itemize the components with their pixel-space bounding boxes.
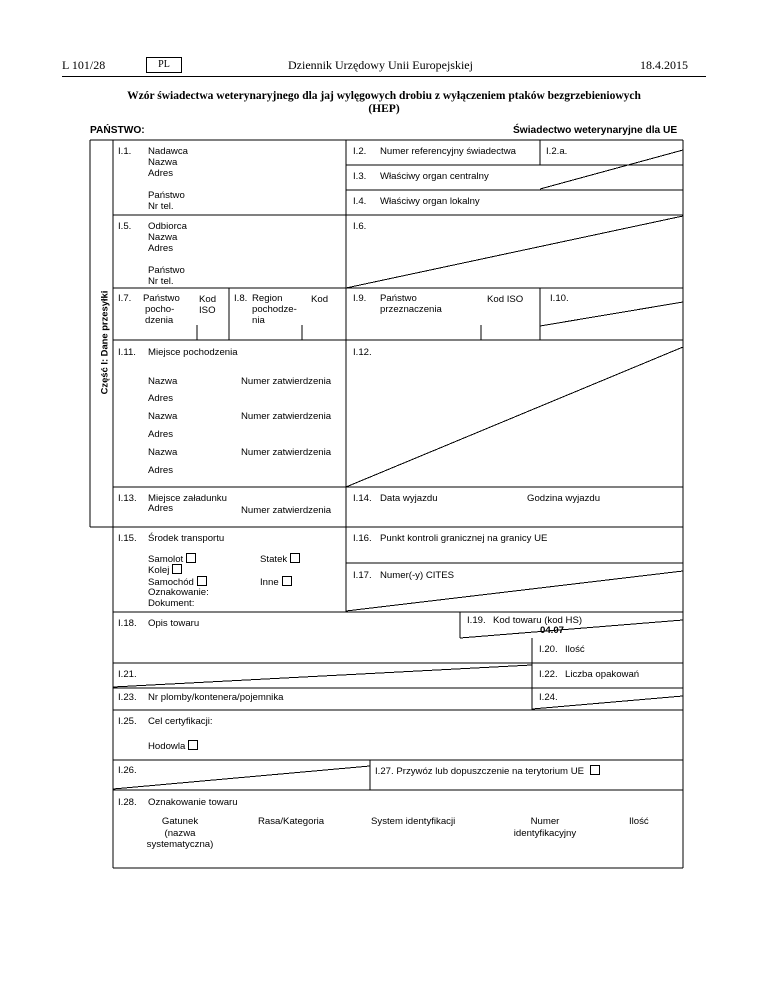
consignee-phone-label: Nr tel. (148, 276, 174, 287)
purpose-breeding[interactable] (148, 740, 198, 753)
breeding-label: Hodowla (148, 741, 186, 752)
field-i14-number: I.14. (353, 493, 372, 504)
column-identification-number (495, 816, 595, 839)
field-i17-number: I.17. (353, 570, 372, 581)
column-species-line1: Gatunek (161, 816, 199, 827)
consignor-name-label: Nazwa (148, 157, 178, 168)
seal-container-number-label: Nr plomby/kontenera/pojemnika (148, 692, 284, 703)
field-i15-number: I.15. (118, 533, 137, 544)
field-i26-number: I.26. (118, 765, 137, 776)
origin-approval-label-1: Numer zatwierdzenia (241, 376, 332, 387)
field-i20-number: I.20. (539, 644, 558, 655)
column-species-line2: (nazwa (164, 827, 196, 839)
field-i22-number: I.22. (539, 669, 558, 680)
place-of-loading-label: Miejsce załadunku (148, 493, 227, 504)
ship-checkbox[interactable] (290, 553, 300, 563)
field-i27[interactable] (375, 765, 600, 778)
origin-name-label-3: Nazwa (148, 447, 178, 458)
field-i23-number: I.23. (118, 692, 137, 703)
language-badge: PL (146, 57, 182, 73)
origin-country-label-3: dzenia (145, 315, 174, 326)
field-i11-number: I.11. (118, 347, 136, 358)
column-quantity: Ilość (629, 816, 649, 827)
document-title: Wzór świadectwa weterynaryjnego dla jaj wylęgowych drobiu z wyłączeniem ptaków bezgrzebieniowych (127, 90, 641, 102)
page-reference: L 101/28 (62, 58, 106, 72)
origin-address-label-2: Adres (148, 429, 174, 440)
ship-label: Statek (260, 554, 288, 565)
transport-railway[interactable] (148, 564, 182, 577)
import-admission-checkbox[interactable] (590, 765, 600, 775)
origin-country-label-2: pocho- (145, 304, 175, 315)
local-authority-label: Właściwy organ lokalny (380, 196, 480, 207)
airplane-label: Samolot (148, 554, 184, 565)
field-i28-number: I.28. (118, 797, 137, 808)
field-i9-number: I.9. (353, 293, 367, 304)
column-species-line3: systematyczna) (146, 839, 214, 850)
loading-approval-label: Numer zatwierdzenia (241, 505, 332, 516)
field-i19-number: I.19. (467, 615, 486, 626)
consignor-country-label: Państwo (148, 190, 185, 201)
departure-time-label: Godzina wyjazdu (527, 493, 601, 504)
origin-iso-code-label: Kod (199, 294, 217, 305)
field-i6-number: I.6. (353, 221, 367, 232)
certified-purpose-label: Cel certyfikacji: (148, 716, 213, 727)
column-species (130, 816, 230, 851)
road-vehicle-label: Samochód (148, 577, 194, 588)
central-authority-label: Właściwy organ centralny (380, 171, 489, 182)
certificate-type: Świadectwo weterynaryjne dla UE (513, 125, 678, 136)
origin-region-label-3: nia (252, 315, 265, 326)
field-i5-number: I.5. (118, 221, 132, 232)
consignee-label: Odbiorca (148, 221, 187, 232)
commodity-code-value: 04.07 (540, 625, 565, 636)
consignee-address-label: Adres (148, 243, 174, 254)
breeding-checkbox[interactable] (188, 740, 198, 750)
origin-name-label-1: Nazwa (148, 376, 178, 387)
field-i2a-number: I.2.a. (546, 146, 568, 157)
destination-iso-label: Kod ISO (487, 294, 524, 305)
origin-address-label-3: Adres (148, 465, 174, 476)
region-code-label: Kod (311, 294, 329, 305)
number-of-packages-label: Liczba opakowań (565, 669, 640, 680)
consignor-address-label: Adres (148, 168, 174, 179)
field-i12-number: I.12. (353, 347, 372, 358)
origin-approval-label-2: Numer zatwierdzenia (241, 411, 332, 422)
field-i1-number: I.1. (118, 146, 132, 157)
quantity-label: Ilość (565, 644, 585, 655)
railway-checkbox[interactable] (172, 564, 182, 574)
document-title-code: (HEP) (368, 103, 400, 115)
origin-region-label-2: pochodze- (252, 304, 297, 315)
consignee-country-label: Państwo (148, 265, 185, 276)
airplane-checkbox[interactable] (186, 553, 196, 563)
journal-title: Dziennik Urzędowy Unii Europejskiej (288, 58, 473, 72)
transport-other[interactable] (260, 576, 292, 589)
field-i4-number: I.4. (353, 196, 367, 207)
certificate-reference-label: Numer referencyjny świadectwa (380, 146, 516, 157)
place-of-origin-label: Miejsce pochodzenia (148, 347, 238, 358)
column-id-number-line1: Numer (530, 816, 560, 827)
commodity-description-label: Opis towaru (148, 618, 200, 629)
origin-country-label: Państwo (143, 293, 180, 304)
field-i10-number: I.10. (550, 293, 569, 304)
consignor-phone-label: Nr tel. (148, 201, 174, 212)
loading-address-label: Adres (148, 503, 174, 514)
field-i3-number: I.3. (353, 171, 367, 182)
destination-country-label: Państwo (380, 293, 417, 304)
field-i24-number: I.24. (539, 692, 558, 703)
commodity-code-label: Kod towaru (kod HS) (493, 615, 583, 626)
road-vehicle-checkbox[interactable] (197, 576, 207, 586)
column-id-number-line2: identyfikacyjny (513, 827, 577, 839)
origin-name-label-2: Nazwa (148, 411, 178, 422)
other-checkbox[interactable] (282, 576, 292, 586)
identification-of-commodities-label: Oznakowanie towaru (148, 797, 238, 808)
column-breed-category: Rasa/Kategoria (258, 816, 325, 827)
field-i18-number: I.18. (118, 618, 137, 629)
origin-iso-code-label-2: ISO (199, 305, 216, 316)
other-label: Inne (260, 577, 279, 588)
origin-region-label: Region (252, 293, 283, 304)
column-identification-system: System identyfikacji (371, 816, 456, 827)
consignee-name-label: Nazwa (148, 232, 178, 243)
border-control-post-label: Punkt kontroli granicznej na granicy UE (380, 533, 548, 544)
field-i7-number: I.7. (118, 293, 132, 304)
field-i16-number: I.16. (353, 533, 372, 544)
identification-label: Oznakowanie: (148, 587, 209, 598)
destination-country-label-2: przeznaczenia (380, 304, 442, 315)
cites-number-label: Numer(-y) CITES (380, 570, 455, 581)
origin-address-label-1: Adres (148, 393, 174, 404)
import-admission-label: Przywóz lub dopuszczenie na terytorium UE (396, 766, 585, 777)
departure-date-label: Data wyjazdu (380, 493, 438, 504)
part-one-side-label: Część I: Dane przesyłki (98, 290, 110, 395)
railway-label: Kolej (148, 565, 170, 576)
country-label: PAŃSTWO: (90, 125, 145, 136)
consignor-label: Nadawca (148, 146, 188, 157)
field-i8-number: I.8. (234, 293, 248, 304)
field-i27-number: I.27. (375, 766, 394, 777)
field-i13-number: I.13. (118, 493, 137, 504)
field-i21-number: I.21. (118, 669, 137, 680)
publication-date: 18.4.2015 (640, 58, 688, 72)
origin-approval-label-3: Numer zatwierdzenia (241, 447, 332, 458)
field-i2-number: I.2. (353, 146, 367, 157)
transport-ship[interactable] (260, 553, 300, 566)
document-label: Dokument: (148, 598, 195, 609)
means-of-transport-label: Środek transportu (148, 533, 225, 544)
field-i25-number: I.25. (118, 716, 137, 727)
